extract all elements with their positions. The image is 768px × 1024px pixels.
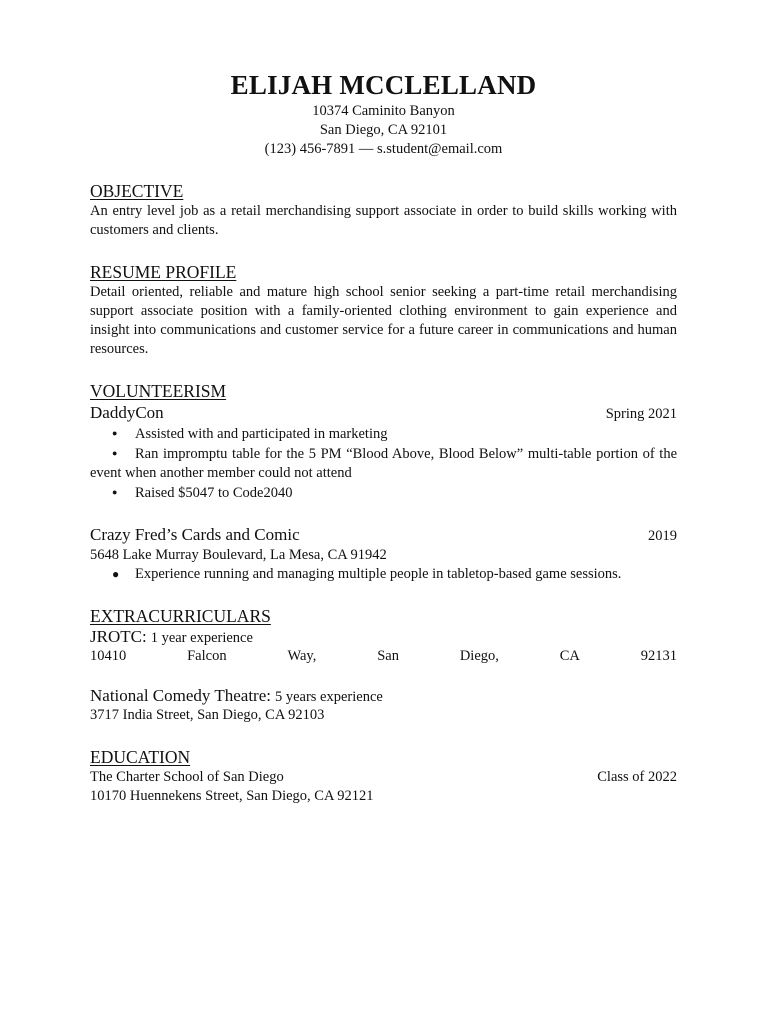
entry-detail: 5 years experience — [274, 689, 383, 705]
profile-heading: RESUME PROFILE — [90, 262, 237, 282]
phone-email-line: (123) 456-7891 — s.student@email.com — [264, 141, 503, 157]
objective-heading: OBJECTIVE — [90, 181, 184, 201]
extracurriculars-section — [90, 606, 677, 725]
entry-address: 5648 Lake Murray Boulevard, La Mesa, CA 91942 — [90, 547, 387, 563]
profile-text: Detail oriented, reliable and mature high school senior seeking a part-time retail merchandising support associate position with a family-oriented clothing environment to gain experience and insight into communications and customer service for a future career in communications and human resources. — [90, 284, 677, 357]
school-name: The Charter School of San Diego — [90, 769, 284, 785]
education-section — [90, 747, 677, 806]
bullet-icon: ● — [112, 448, 118, 458]
resume-header — [90, 68, 677, 159]
entry-header — [90, 524, 677, 546]
bullet-icon: ● — [112, 487, 118, 497]
bullet-list — [90, 565, 677, 584]
education-heading: EDUCATION — [90, 747, 191, 767]
address-line-2: San Diego, CA 92101 — [319, 122, 448, 138]
entry-date: Spring 2021 — [605, 406, 677, 422]
objective-text: An entry level job as a retail merchandising support associate in order to build skills working with customers and clients. — [90, 203, 677, 238]
entry-org: DaddyCon — [90, 403, 164, 422]
school-address: 10170 Huennekens Street, San Diego, CA 92121 — [90, 788, 374, 804]
entry-org: JROTC: — [90, 627, 147, 646]
entry-header — [90, 686, 677, 706]
entry-detail: 1 year experience — [150, 630, 253, 646]
entry-header — [90, 627, 677, 647]
bullet-text: Experience running and managing multiple people in tabletop-based game sessions. — [135, 566, 622, 582]
entry-org: Crazy Fred’s Cards and Comic — [90, 525, 300, 544]
address-line-1: 10374 Caminito Banyon — [312, 103, 455, 119]
list-item — [90, 424, 677, 444]
bullet-text: Assisted with and participated in marketing — [135, 426, 388, 442]
volunteerism-heading: VOLUNTEERISM — [90, 381, 227, 401]
bullet-list — [90, 424, 677, 503]
list-item — [90, 444, 677, 483]
entry-header — [90, 768, 677, 787]
resume-page — [90, 68, 677, 806]
applicant-name: ELIJAH MCCLELLAND — [230, 70, 537, 100]
bullet-icon: ● — [112, 428, 118, 438]
entry-address: 3717 India Street, San Diego, CA 92103 — [90, 707, 325, 723]
bullet-icon: ● — [112, 567, 120, 581]
entry-date: 2019 — [648, 528, 677, 544]
entry-org: National Comedy Theatre: — [90, 686, 271, 705]
list-item — [90, 565, 677, 584]
extracurriculars-heading: EXTRACURRICULARS — [90, 606, 271, 626]
bullet-text: Raised $5047 to Code2040 — [135, 485, 293, 501]
bullet-text: Ran impromptu table for the 5 PM “Blood Above, Blood Below” multi-table portion of the event when another member could not attend — [90, 446, 677, 481]
list-item — [90, 483, 677, 503]
entry-header — [90, 402, 677, 424]
objective-section — [90, 181, 677, 240]
class-year: Class of 2022 — [597, 769, 677, 785]
entry-address: 10410 Falcon Way, San Diego, CA 92131 — [90, 648, 677, 664]
profile-section — [90, 262, 677, 359]
volunteerism-section — [90, 381, 677, 584]
